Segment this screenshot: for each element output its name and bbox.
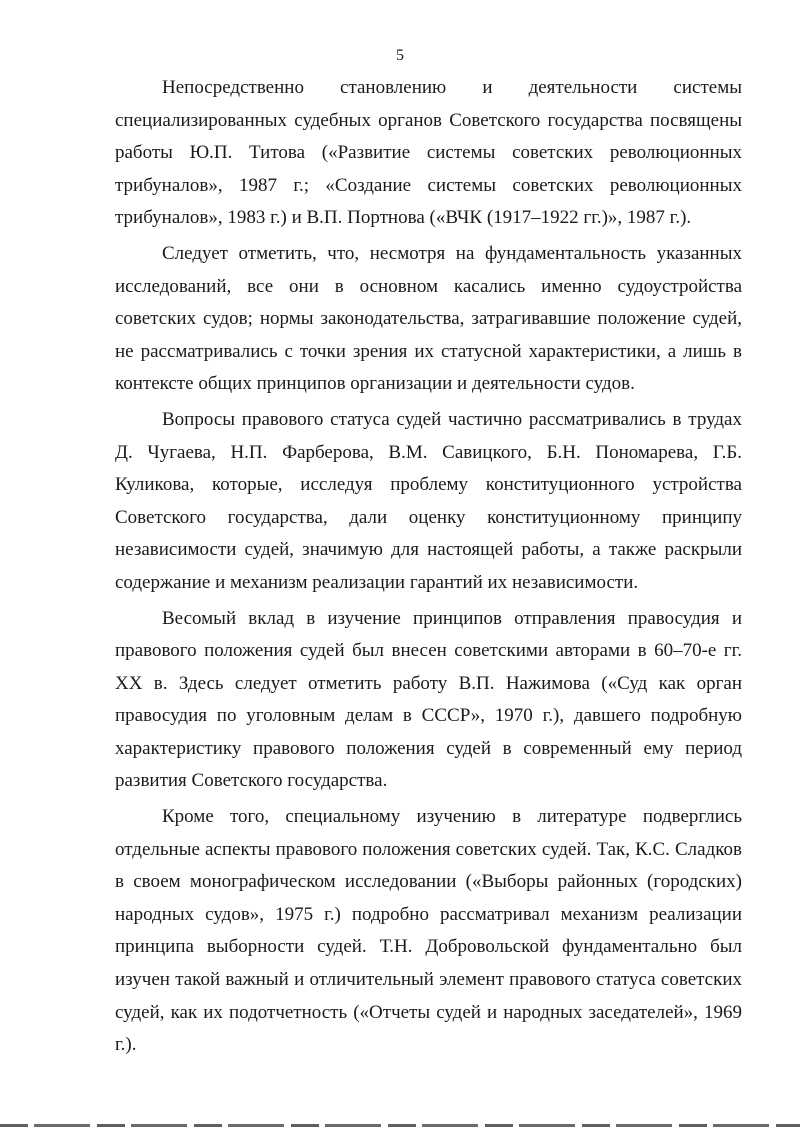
paragraph: Вопросы правового статуса судей частично рассматривались в трудах Д. Чугаева, Н.П. Фарберова, В.М. Савицкого, Б.Н. Пономарева, Г.Б. Куликова, которые, исследуя проблему конституционного устройства Советского государства, дали оценку конституционному принципу независимости судей, значимую для настоящей работы, а также раскрыли содержание и механизм реализации гарантий их независимости. <box>115 408 742 593</box>
paragraph: Следует отметить, что, несмотря на фундаментальность указанных исследований, все они в основном касались именно судоустройства советских судов; нормы законодательства, затрагивавшие положение судей, не рассматривались с точки зрения их статусной характеристики, а лишь в контексте общих принципов организации и деятельности судов. <box>115 242 742 395</box>
document-body <box>115 72 742 1062</box>
paragraph: Весомый вклад в изучение принципов отправления правосудия и правового положения судей был внесен советскими авторами в 60–70-е гг. XX в. Здесь следует отметить работу В.П. Нажимова («Суд как орган правосудия по уголовным делам в СССР», 1970 г.), давшего подробную характеристику правового положения судей в современный ему период развития Советского государства. <box>115 607 742 792</box>
paragraph: Кроме того, специальному изучению в литературе подверглись отдельные аспекты правового положения советских судей. Так, К.С. Сладков в своем монографическом исследовании («Выборы районных (городских) народных судов», 1975 г.) подробно рассматривал механизм реализации принципа выборности судей. Т.Н. Добровольской фундаментально был изучен такой важный и отличительный элемент правового статуса советских судей, как их подотчетность («Отчеты судей и народных заседателей», 1969 г.). <box>115 806 742 1056</box>
scan-edge-line <box>0 1124 800 1127</box>
paragraph: Непосредственно становлению и деятельности системы специализированных судебных органов Советского государства посвящены работы Ю.П. Титова («Развитие системы советских революционных трибуналов», 1987 г.; «Создание системы советских революционных трибуналов», 1983 г.) и В.П. Портнова («ВЧК (1917–1922 гг.)», 1987 г.). <box>115 77 742 229</box>
page-number: 5 <box>396 47 404 64</box>
